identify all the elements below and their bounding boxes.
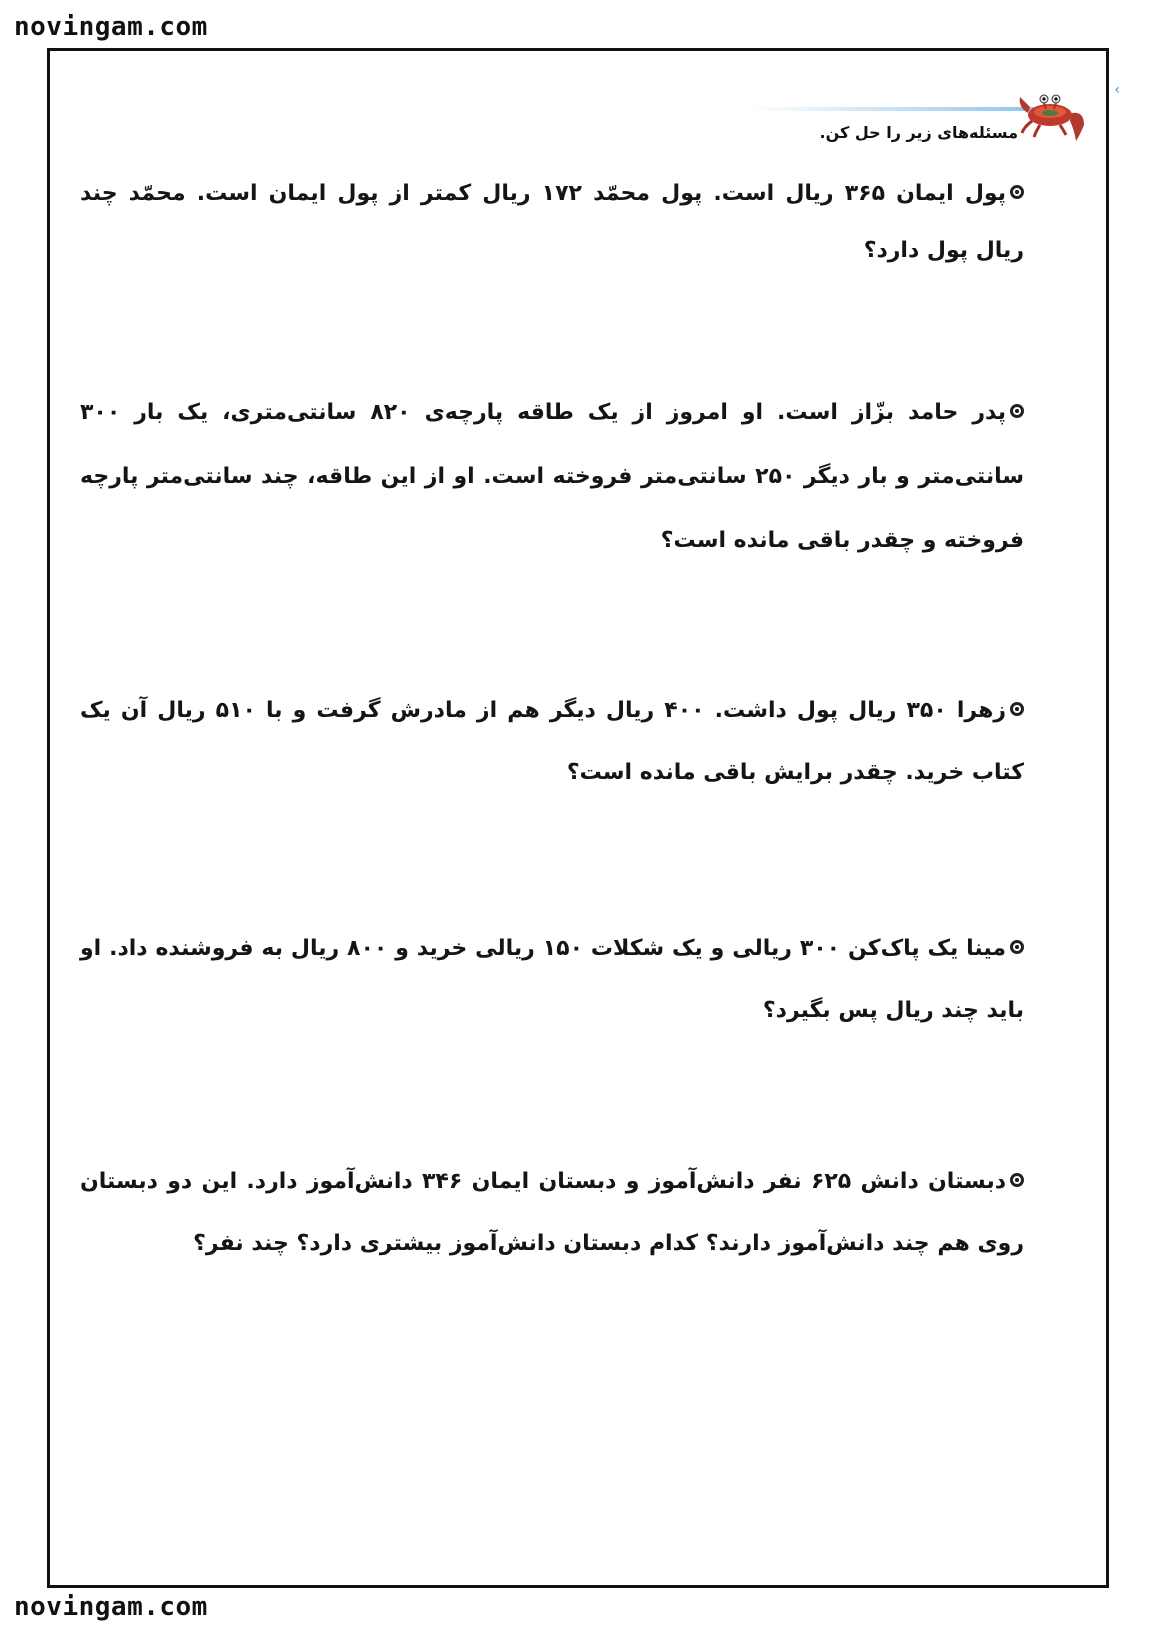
watermark-top: novingam.com xyxy=(14,12,208,42)
bullet-icon xyxy=(1010,702,1024,716)
bullet-icon xyxy=(1010,185,1024,199)
page-frame xyxy=(47,48,1109,1588)
crab-icon xyxy=(1014,85,1088,145)
problem-1 xyxy=(80,165,1024,279)
problem-4 xyxy=(80,918,1024,1042)
problem-3 xyxy=(80,680,1024,804)
section-header xyxy=(668,85,1088,155)
section-title: مسئله‌های زیر را حل کن. xyxy=(819,123,1018,142)
problem-text: دبستان دانش ۶۲۵ نفر دانش‌آموز و دبستان ایمان ۳۴۶ دانش‌آموز دارد. این دو دبستان روی هم چند دانش‌آموز دارند؟ کدام دبستان دانش‌آموز بیشتری دارد؟ چند نفر؟ xyxy=(80,1169,1024,1256)
header-rule xyxy=(750,107,1040,111)
problem-text: مینا یک پاک‌کن ۳۰۰ ریالی و یک شکلات ۱۵۰ ریالی خرید و ۸۰۰ ریال به فروشنده داد. او باید چند ریال پس بگیرد؟ xyxy=(80,936,1024,1023)
bullet-icon xyxy=(1010,1173,1024,1187)
bullet-icon xyxy=(1010,940,1024,954)
problem-text: پول ایمان ۳۶۵ ریال است. پول محمّد ۱۷۲ ریال کمتر از پول ایمان است. محمّد چند ریال پول دارد؟ xyxy=(80,181,1024,263)
problem-2 xyxy=(80,381,1024,573)
watermark-bottom: novingam.com xyxy=(14,1592,208,1622)
bullet-icon xyxy=(1010,404,1024,418)
problem-text: زهرا ۳۵۰ ریال پول داشت. ۴۰۰ ریال دیگر هم از مادرش گرفت و با ۵۱۰ ریال آن یک کتاب خرید. چقدر برایش باقی مانده است؟ xyxy=(80,698,1024,785)
corner-mark-icon: ‹ xyxy=(1114,82,1120,98)
problem-text: پدر حامد بزّاز است. او امروز از یک طاقه پارچه‌ی ۸۲۰ سانتی‌متری، یک بار ۳۰۰ سانتی‌متر و بار دیگر ۲۵۰ سانتی‌متر فروخته است. او از این طاقه، چند سانتی‌متر پارچه فروخته و چقدر باقی مانده است؟ xyxy=(80,400,1024,553)
problem-5 xyxy=(80,1151,1024,1275)
